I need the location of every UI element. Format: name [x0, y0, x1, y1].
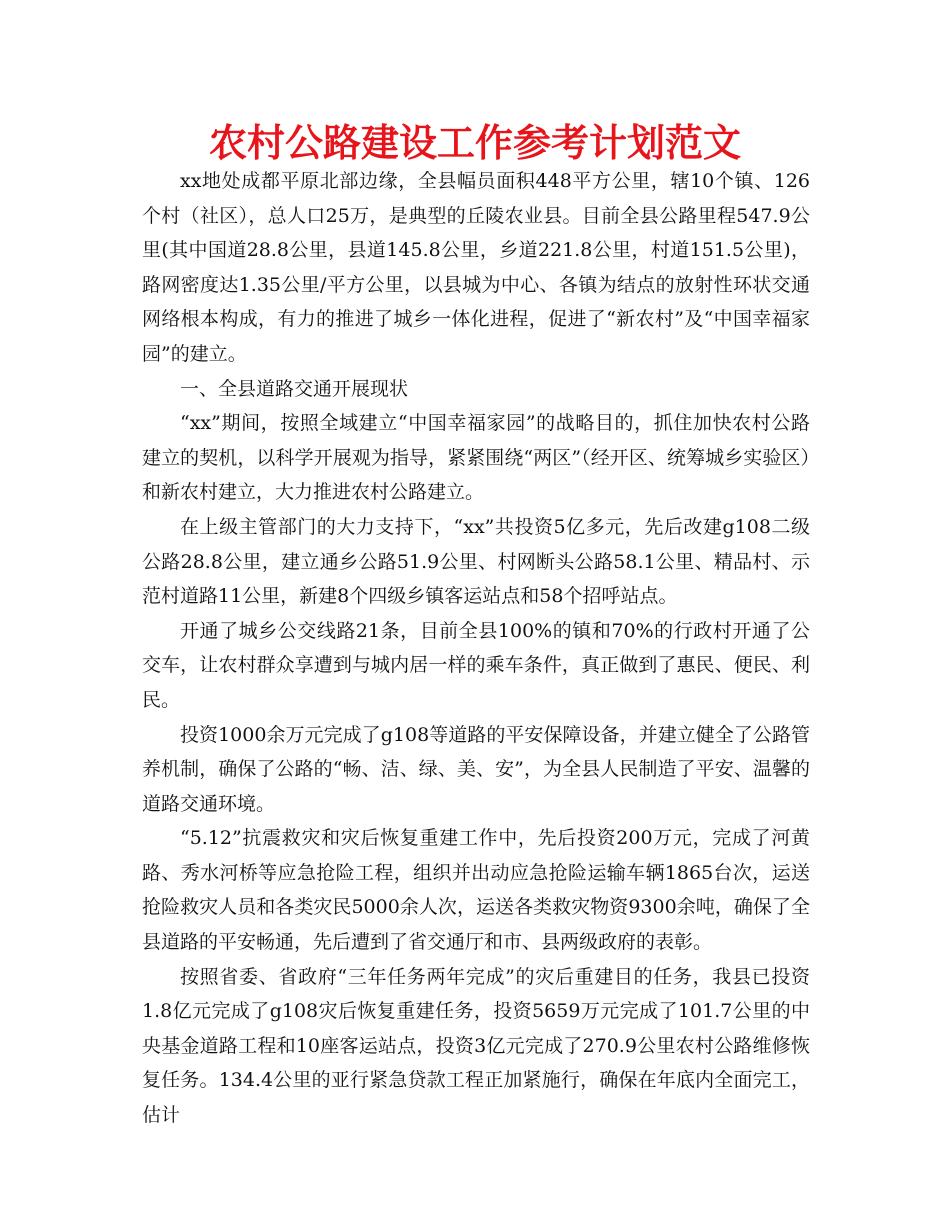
paragraph: “5.12”抗震救灾和灾后恢复重建工作中，先后投资200万元，完成了河黄路、秀水河桥等应急抢险工程，组织并出动应急抢险运输车辆1865台次，运送抢险救灾人员和各类灾民5000余人次，运送各类救灾物资9300余吨，确保了全县道路的平安畅通，先后遭到了省交通厅和市、县两级政府的表彰。	[142, 827, 810, 954]
paragraph-intro: xx地处成都平原北部边缘，全县幅员面积448平方公里，辖10个镇、126个村（社区），总人口25万，是典型的丘陵农业县。目前全县公路里程547.9公里(其中国道28.8公里，县道145.8公里，乡道221.8公里，村道151.5公里)，路网密度达1.35公里/平方公里，以县城为中心、各镇为结点的放射性环状交通网络根本构成，有力的推进了城乡一体化进程，促进了“新农村”及“中国幸福家园”的建立。	[142, 170, 810, 365]
paragraph: 开通了城乡公交线路21条，目前全县100%的镇和70%的行政村开通了公交车，让农村群众享遭到与城内居一样的乘车条件，真正做到了惠民、便民、利民。	[142, 619, 810, 711]
document-body	[142, 164, 810, 1133]
paragraph: 按照省委、省政府“三年任务两年完成”的灾后重建目的任务，我县已投资1.8亿元完成了g108灾后恢复重建任务，投资5659万元完成了101.7公里的中央基金道路工程和10座客运站点，投资3亿元完成了270.9公里农村公路维修恢复任务。134.4公里的亚行紧急贷款工程正加紧施行，确保在年底内全面完工，估计	[142, 965, 810, 1127]
paragraph: “xx”期间，按照全域建立“中国幸福家园”的战略目的，抓住加快农村公路建立的契机，以科学开展观为指导，紧紧围绕“两区”（经开区、统筹城乡实验区）和新农村建立，大力推进农村公路建立。	[142, 412, 810, 504]
document-title: 农村公路建设工作参考计划范文	[208, 121, 741, 165]
section-heading: 一、全县道路交通开展现状	[180, 377, 409, 400]
paragraph: 投资1000余万元完成了g108等道路的平安保障设备，并建立健全了公路管养机制，确保了公路的“畅、洁、绿、美、安”，为全县人民制造了平安、温馨的道路交通环境。	[142, 723, 810, 815]
paragraph: 在上级主管部门的大力支持下，“xx”共投资5亿多元，先后改建g108二级公路28.8公里，建立通乡公路51.9公里、村网断头公路58.1公里、精品村、示范村道路11公里，新建8个四级乡镇客运站点和58个招呼站点。	[142, 515, 810, 608]
